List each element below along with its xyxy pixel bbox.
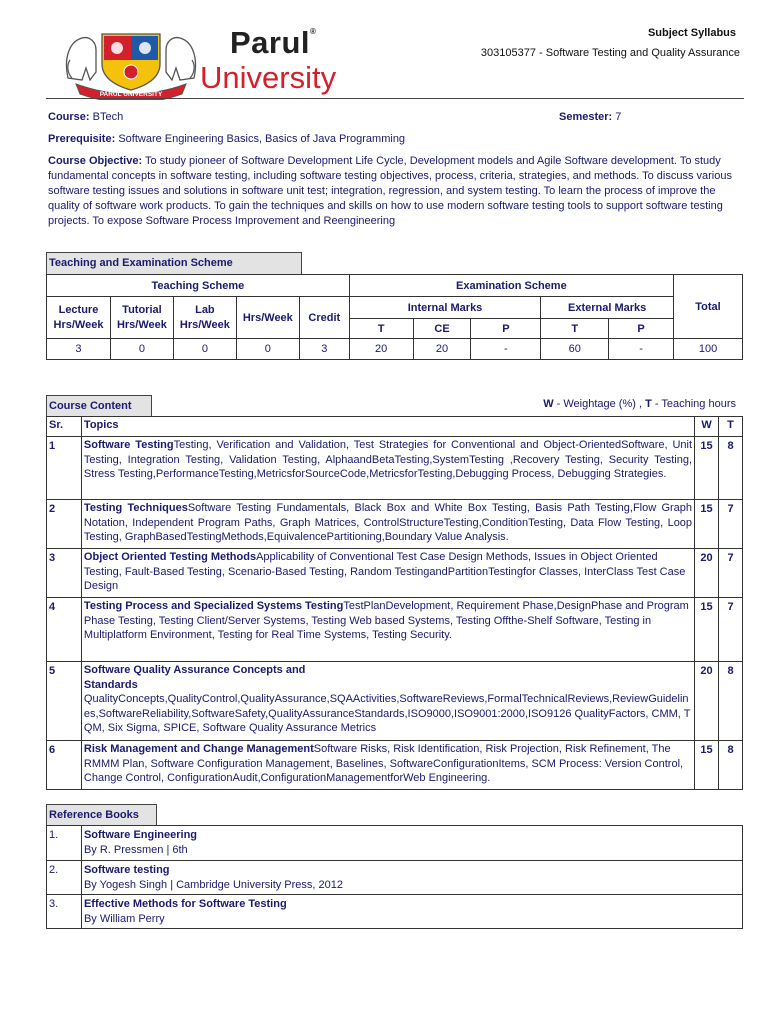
topic-title: Testing Techniques (83, 502, 188, 514)
row-hours: 8 (719, 437, 743, 500)
doc-type: Subject Syllabus (647, 27, 736, 39)
row-weightage: 15 (695, 598, 719, 662)
row-topic (81, 549, 694, 598)
row-sr: 2 (47, 500, 82, 549)
course-objective (48, 154, 732, 229)
topic-title: Object Oriented Testing Methods (83, 551, 257, 563)
tutorial-value: 0 (110, 339, 173, 360)
ref-sr: 2. (47, 861, 82, 895)
topic-title: Software Testing (83, 439, 174, 451)
col-topics: Topics (81, 417, 694, 437)
internal-t-header: T (349, 319, 413, 339)
table-row (47, 437, 743, 500)
row-hours: 8 (719, 662, 743, 741)
col-w: W (695, 417, 719, 437)
col-t: T (719, 417, 743, 437)
legend-w: W (543, 398, 554, 410)
table-row (47, 741, 743, 790)
course-value: BTech (92, 111, 124, 123)
objective-label: Course Objective: (48, 155, 143, 167)
lab-header: Lab Hrs/Week (173, 297, 236, 339)
brand-name-top (230, 25, 316, 61)
table-row (47, 549, 743, 598)
col-sr: Sr. (47, 417, 82, 437)
prereq-label: Prerequisite: (48, 133, 116, 145)
table-row (47, 598, 743, 662)
topic-title: Software Quality Assurance Concepts and Standards (83, 664, 306, 691)
ref-sr: 1. (47, 826, 82, 861)
semester-label: Semester: (559, 111, 613, 123)
topic-body: Testing, Verification and Validation, Test Strategies for Conventional and Object-OrientedSoftware, Unit Testing, Integration Testing, Validation Testing, AlphaandBetaTesting,SystemTesting ,Recovery Testing, Security Testing, Stress Testing,PerformanceTesting,MetricsforSourceCode,MetricsforTesting,Debugging Process, Debugging Strategies. (83, 439, 693, 481)
internal-marks-header: Internal Marks (349, 297, 541, 319)
university-logo (62, 20, 200, 100)
external-p-header: P (609, 319, 674, 339)
topic-body: Software Risks, Risk Identification, Risk Projection, Risk Refinement, The RMMM Plan, Software Configuration Management, Baselines, SoftwareConfigurationItems, SCM Process: Version Control, Change Control, ConfigurationAudit,ConfigurationManagementforWeb Engineering. (83, 743, 684, 785)
seal-text: PARUL UNIVERSITY (99, 91, 163, 98)
row-topic (81, 500, 694, 549)
course-line (48, 111, 123, 123)
reference-books-table (46, 825, 743, 929)
ref-author: By William Perry (83, 912, 165, 925)
total-header: Total (674, 275, 743, 339)
row-weightage: 20 (695, 662, 719, 741)
list-item (47, 861, 743, 895)
list-item (47, 826, 743, 861)
row-topic (81, 741, 694, 790)
content-section-title: Course Content (46, 395, 152, 416)
external-t-value: 60 (541, 339, 609, 360)
table-row (47, 662, 743, 741)
semester-line (559, 111, 621, 123)
topic-title: Testing Process and Specialized Systems Testing (83, 600, 344, 612)
internal-p-header: P (471, 319, 541, 339)
lecture-header: Lecture Hrs/Week (47, 297, 111, 339)
row-hours: 7 (719, 549, 743, 598)
teaching-scheme-header: Teaching Scheme (47, 275, 350, 297)
objective-value: To study pioneer of Software Development Life Cycle, Development models and Agile Software development. To study fundamental concepts in software testing, including software testing objectives, process, criteria, strategies, and methods. To discuss various software testing issues and solutions in software unit test; integration, regression, and system testing. To learn the process of improve the quality of software work products. To gain the techniques and skills on how to use modern software testing tools to support software testing projects. To expose Software Process Improvement and Reengineering (48, 155, 732, 227)
internal-t-value: 20 (349, 339, 413, 360)
legend-w-text: - Weightage (%) , (553, 398, 646, 410)
topic-body: TestPlanDevelopment, Requirement Phase,DesignPhase and Program Phase Testing, Testing Client/Server Systems, Testing Web based Systems, Testing Offthe-Shelf Software, Testing in Multiplatform Environment, Testing for Real Time Systems, Testing Security. (83, 600, 689, 642)
row-weightage: 15 (695, 741, 719, 790)
row-sr: 5 (47, 662, 82, 741)
header-divider (46, 98, 744, 99)
course-content-table (46, 416, 743, 790)
content-header-row (47, 417, 743, 437)
internal-p-value: - (471, 339, 541, 360)
topic-body: QualityConcepts,QualityControl,QualityAssurance,SQAActivities,SoftwareReviews,FormalTechnicalReviews,ReviewGuidelines,SoftwareReliability,SoftwareSafety,QualityAssuranceStandards,ISO9000,ISO9001:2000,ISO9126 QualityFactors, CMM, TQM, Six Sigma, SPICE, Software Quality Assurance Metrics (83, 693, 691, 735)
ref-title: Software testing (83, 864, 170, 876)
scheme-table (46, 274, 743, 360)
topic-body: Software Testing Fundamentals, Black Box and White Box Testing, Basis Path Testing,Flow Graph Notation, Independent Program Paths, Graph Matrices, ControlStructureTesting,ConditionTesting, Data Flow Testing, Loop Testing, GraphBasedTestingMethods,EquivalencePartitioning,Boundary Value Analysis. (83, 502, 693, 544)
internal-ce-header: CE (413, 319, 471, 339)
scheme-values-row (47, 339, 743, 360)
semester-value: 7 (615, 111, 622, 123)
subject-title: 303105377 - Software Testing and Quality Assurance (480, 47, 740, 59)
brand-name-bottom: University (200, 60, 337, 95)
weightage-legend (543, 398, 736, 410)
lecture-value: 3 (47, 339, 111, 360)
legend-t: T (645, 398, 652, 410)
row-sr: 3 (47, 549, 82, 598)
row-hours: 7 (719, 500, 743, 549)
registered-mark: ® (310, 27, 317, 36)
row-hours: 8 (719, 741, 743, 790)
row-topic (81, 437, 694, 500)
ref-title: Effective Methods for Software Testing (83, 898, 287, 910)
ref-entry (81, 895, 742, 929)
internal-ce-value: 20 (413, 339, 471, 360)
external-t-header: T (541, 319, 609, 339)
row-sr: 6 (47, 741, 82, 790)
topic-title: Risk Management and Change Management (83, 743, 314, 755)
ref-entry (81, 861, 742, 895)
prerequisite-line (48, 133, 405, 145)
hrs-week-header: Hrs/Week (236, 297, 299, 339)
ref-author: By R. Pressmen | 6th (83, 843, 188, 856)
ref-title: Software Engineering (83, 829, 198, 841)
scheme-header-row-2 (47, 297, 743, 319)
list-item (47, 895, 743, 929)
row-weightage: 20 (695, 549, 719, 598)
ref-entry (81, 826, 742, 861)
lab-value: 0 (173, 339, 236, 360)
references-section-title: Reference Books (46, 804, 157, 825)
row-topic (81, 598, 694, 662)
scheme-header-row-1 (47, 275, 743, 297)
prereq-value: Software Engineering Basics, Basics of Java Programming (118, 133, 406, 145)
external-marks-header: External Marks (541, 297, 674, 319)
brand-parul: Parul (230, 25, 311, 60)
ref-author: By Yogesh Singh | Cambridge University Press, 2012 (83, 878, 344, 891)
table-row (47, 500, 743, 549)
total-value: 100 (674, 339, 743, 360)
tutorial-header: Tutorial Hrs/Week (110, 297, 173, 339)
credit-header: Credit (299, 297, 349, 339)
row-sr: 4 (47, 598, 82, 662)
scheme-section-title: Teaching and Examination Scheme (46, 252, 302, 274)
examination-scheme-header: Examination Scheme (349, 275, 673, 297)
row-hours: 7 (719, 598, 743, 662)
course-label: Course: (48, 111, 90, 123)
row-weightage: 15 (695, 437, 719, 500)
row-sr: 1 (47, 437, 82, 500)
ref-sr: 3. (47, 895, 82, 929)
legend-t-text: - Teaching hours (651, 398, 736, 410)
row-topic (81, 662, 694, 741)
credit-value: 3 (299, 339, 349, 360)
topic-body: Applicability of Conventional Test Case Design Methods, Issues in Object Oriented Testing, Fault-Based Testing, Scenario-Based Testing, Random TestingandPartitionTestingfor Classes, InterClass Test Case Design (83, 551, 686, 593)
external-p-value: - (609, 339, 674, 360)
row-weightage: 15 (695, 500, 719, 549)
hrs-week-value: 0 (236, 339, 299, 360)
